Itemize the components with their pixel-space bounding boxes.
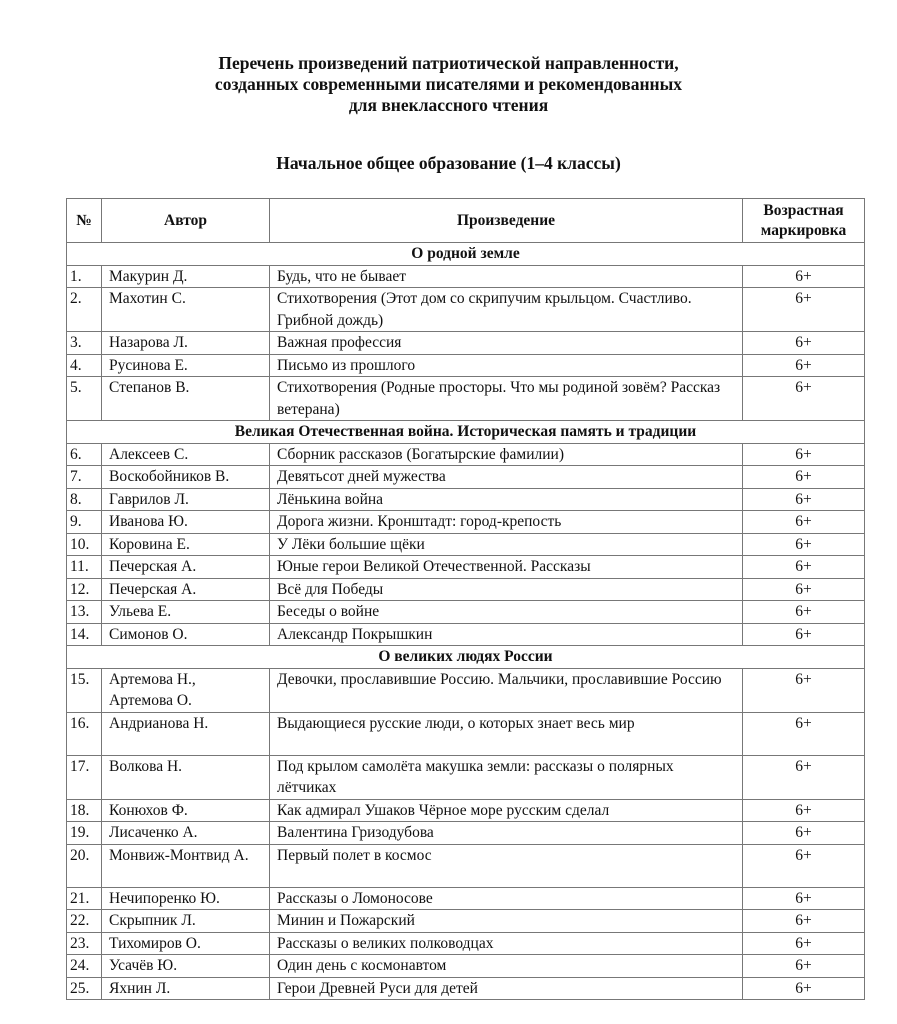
section-title: Великая Отечественная война. Историческая память и традиции: [67, 421, 865, 444]
author-cell: Иванова Ю.: [102, 511, 270, 534]
section-row: [67, 243, 865, 266]
work-cell: Под крылом самолёта макушка земли: рассказы о полярных лётчиках: [270, 755, 743, 799]
author-cell: Монвиж-Монтвид А.: [102, 844, 270, 887]
author-cell: Волкова Н.: [102, 755, 270, 799]
work-cell: Письмо из прошлого: [270, 354, 743, 377]
author-cell: Гаврилов Л.: [102, 488, 270, 511]
author-cell: Макурин Д.: [102, 265, 270, 288]
num-cell: 10.: [67, 533, 102, 556]
num-cell: 11.: [67, 556, 102, 579]
author-cell: Алексеев С.: [102, 443, 270, 466]
work-cell: Юные герои Великой Отечественной. Рассказы: [270, 556, 743, 579]
section-row: [67, 421, 865, 444]
work-cell: Первый полет в космос: [270, 844, 743, 887]
num-cell: 17.: [67, 755, 102, 799]
num-cell: 2.: [67, 288, 102, 332]
work-cell: Лёнькина война: [270, 488, 743, 511]
age-cell: 6+: [743, 354, 865, 377]
author-cell: Печерская А.: [102, 556, 270, 579]
table-row: [67, 332, 865, 355]
author-cell: Печерская А.: [102, 578, 270, 601]
work-cell: Как адмирал Ушаков Чёрное море русским сделал: [270, 799, 743, 822]
age-cell: 6+: [743, 887, 865, 910]
age-cell: 6+: [743, 932, 865, 955]
work-cell: Минин и Пожарский: [270, 910, 743, 933]
age-cell: 6+: [743, 377, 865, 421]
num-cell: 3.: [67, 332, 102, 355]
author-cell: Тихомиров О.: [102, 932, 270, 955]
work-cell: Сборник рассказов (Богатырские фамилии): [270, 443, 743, 466]
num-cell: 19.: [67, 822, 102, 845]
table-row: [67, 377, 865, 421]
work-cell: Выдающиеся русские люди, о которых знает весь мир: [270, 712, 743, 755]
age-cell: 6+: [743, 466, 865, 489]
section-title: О родной земле: [67, 243, 865, 266]
age-cell: 6+: [743, 511, 865, 534]
age-cell: 6+: [743, 265, 865, 288]
header-work: Произведение: [270, 199, 743, 243]
age-cell: 6+: [743, 533, 865, 556]
age-cell: 6+: [743, 578, 865, 601]
num-cell: 21.: [67, 887, 102, 910]
header-num: №: [67, 199, 102, 243]
num-cell: 22.: [67, 910, 102, 933]
author-cell: Степанов В.: [102, 377, 270, 421]
age-cell: 6+: [743, 288, 865, 332]
num-cell: 24.: [67, 955, 102, 978]
table-header-row: [67, 199, 865, 243]
table-row: [67, 844, 865, 887]
table-row: [67, 443, 865, 466]
works-table: [66, 198, 865, 1000]
num-cell: 8.: [67, 488, 102, 511]
num-cell: 12.: [67, 578, 102, 601]
age-cell: 6+: [743, 910, 865, 933]
age-cell: 6+: [743, 977, 865, 1000]
document-title: [0, 53, 897, 116]
work-cell: Дорога жизни. Кронштадт: город-крепость: [270, 511, 743, 534]
work-cell: Валентина Гризодубова: [270, 822, 743, 845]
table-row: [67, 932, 865, 955]
work-cell: Рассказы о Ломоносове: [270, 887, 743, 910]
author-cell: Русинова Е.: [102, 354, 270, 377]
work-cell: Всё для Победы: [270, 578, 743, 601]
table-row: [67, 488, 865, 511]
header-age-line: маркировка: [760, 221, 847, 239]
author-cell: Нечипоренко Ю.: [102, 887, 270, 910]
table-row: [67, 977, 865, 1000]
author-cell: Ульева Е.: [102, 601, 270, 624]
table-row: [67, 578, 865, 601]
document-subtitle: Начальное общее образование (1–4 классы): [276, 153, 621, 173]
author-cell: Симонов О.: [102, 623, 270, 646]
author-cell: Махотин С.: [102, 288, 270, 332]
table-row: [67, 755, 865, 799]
author-cell: Назарова Л.: [102, 332, 270, 355]
table-row: [67, 623, 865, 646]
table-row: [67, 955, 865, 978]
num-cell: 18.: [67, 799, 102, 822]
num-cell: 1.: [67, 265, 102, 288]
work-cell: Стихотворения (Родные просторы. Что мы родиной зовём? Рассказ ветерана): [270, 377, 743, 421]
author-cell: Усачёв Ю.: [102, 955, 270, 978]
author-cell: Конюхов Ф.: [102, 799, 270, 822]
num-cell: 23.: [67, 932, 102, 955]
table-row: [67, 511, 865, 534]
age-cell: 6+: [743, 601, 865, 624]
num-cell: 6.: [67, 443, 102, 466]
header-age: [743, 199, 865, 243]
work-cell: Будь, что не бывает: [270, 265, 743, 288]
age-cell: 6+: [743, 488, 865, 511]
num-cell: 15.: [67, 668, 102, 712]
author-cell: Андрианова Н.: [102, 712, 270, 755]
work-cell: Герои Древней Руси для детей: [270, 977, 743, 1000]
age-cell: 6+: [743, 332, 865, 355]
table-row: [67, 354, 865, 377]
num-cell: 4.: [67, 354, 102, 377]
work-cell: Девочки, прославившие Россию. Мальчики, прославившие Россию: [270, 668, 743, 712]
work-cell: Стихотворения (Этот дом со скрипучим крыльцом. Счастливо. Грибной дождь): [270, 288, 743, 332]
table-row: [67, 668, 865, 712]
work-cell: Рассказы о великих полководцах: [270, 932, 743, 955]
author-cell: Коровина Е.: [102, 533, 270, 556]
author-cell: Лисаченко А.: [102, 822, 270, 845]
table-row: [67, 799, 865, 822]
table-row: [67, 887, 865, 910]
header-author: Автор: [102, 199, 270, 243]
section-row: [67, 646, 865, 669]
age-cell: 6+: [743, 443, 865, 466]
title-line: созданных современными писателями и рекомендованных: [214, 74, 683, 94]
work-cell: Александр Покрышкин: [270, 623, 743, 646]
work-cell: У Лёки большие щёки: [270, 533, 743, 556]
age-cell: 6+: [743, 623, 865, 646]
num-cell: 7.: [67, 466, 102, 489]
table-row: [67, 466, 865, 489]
author-cell: Яхнин Л.: [102, 977, 270, 1000]
num-cell: 9.: [67, 511, 102, 534]
num-cell: 20.: [67, 844, 102, 887]
table-row: [67, 265, 865, 288]
section-title: О великих людях России: [67, 646, 865, 669]
work-cell: Беседы о войне: [270, 601, 743, 624]
age-cell: 6+: [743, 712, 865, 755]
title-line: Перечень произведений патриотической направленности,: [218, 53, 679, 73]
table-row: [67, 533, 865, 556]
num-cell: 13.: [67, 601, 102, 624]
num-cell: 5.: [67, 377, 102, 421]
table-row: [67, 712, 865, 755]
age-cell: 6+: [743, 799, 865, 822]
table-row: [67, 910, 865, 933]
table-row: [67, 601, 865, 624]
age-cell: 6+: [743, 844, 865, 887]
header-age-line: Возрастная: [763, 201, 844, 219]
table-row: [67, 556, 865, 579]
age-cell: 6+: [743, 755, 865, 799]
title-line: для внеклассного чтения: [348, 95, 549, 115]
author-cell: Артемова Н., Артемова О.: [102, 668, 270, 712]
work-cell: Один день с космонавтом: [270, 955, 743, 978]
num-cell: 25.: [67, 977, 102, 1000]
num-cell: 14.: [67, 623, 102, 646]
table-row: [67, 822, 865, 845]
table-body: [67, 243, 865, 1000]
age-cell: 6+: [743, 556, 865, 579]
age-cell: 6+: [743, 955, 865, 978]
age-cell: 6+: [743, 668, 865, 712]
age-cell: 6+: [743, 822, 865, 845]
author-cell: Воскобойников В.: [102, 466, 270, 489]
table-row: [67, 288, 865, 332]
num-cell: 16.: [67, 712, 102, 755]
work-cell: Девятьсот дней мужества: [270, 466, 743, 489]
author-cell: Скрыпник Л.: [102, 910, 270, 933]
work-cell: Важная профессия: [270, 332, 743, 355]
